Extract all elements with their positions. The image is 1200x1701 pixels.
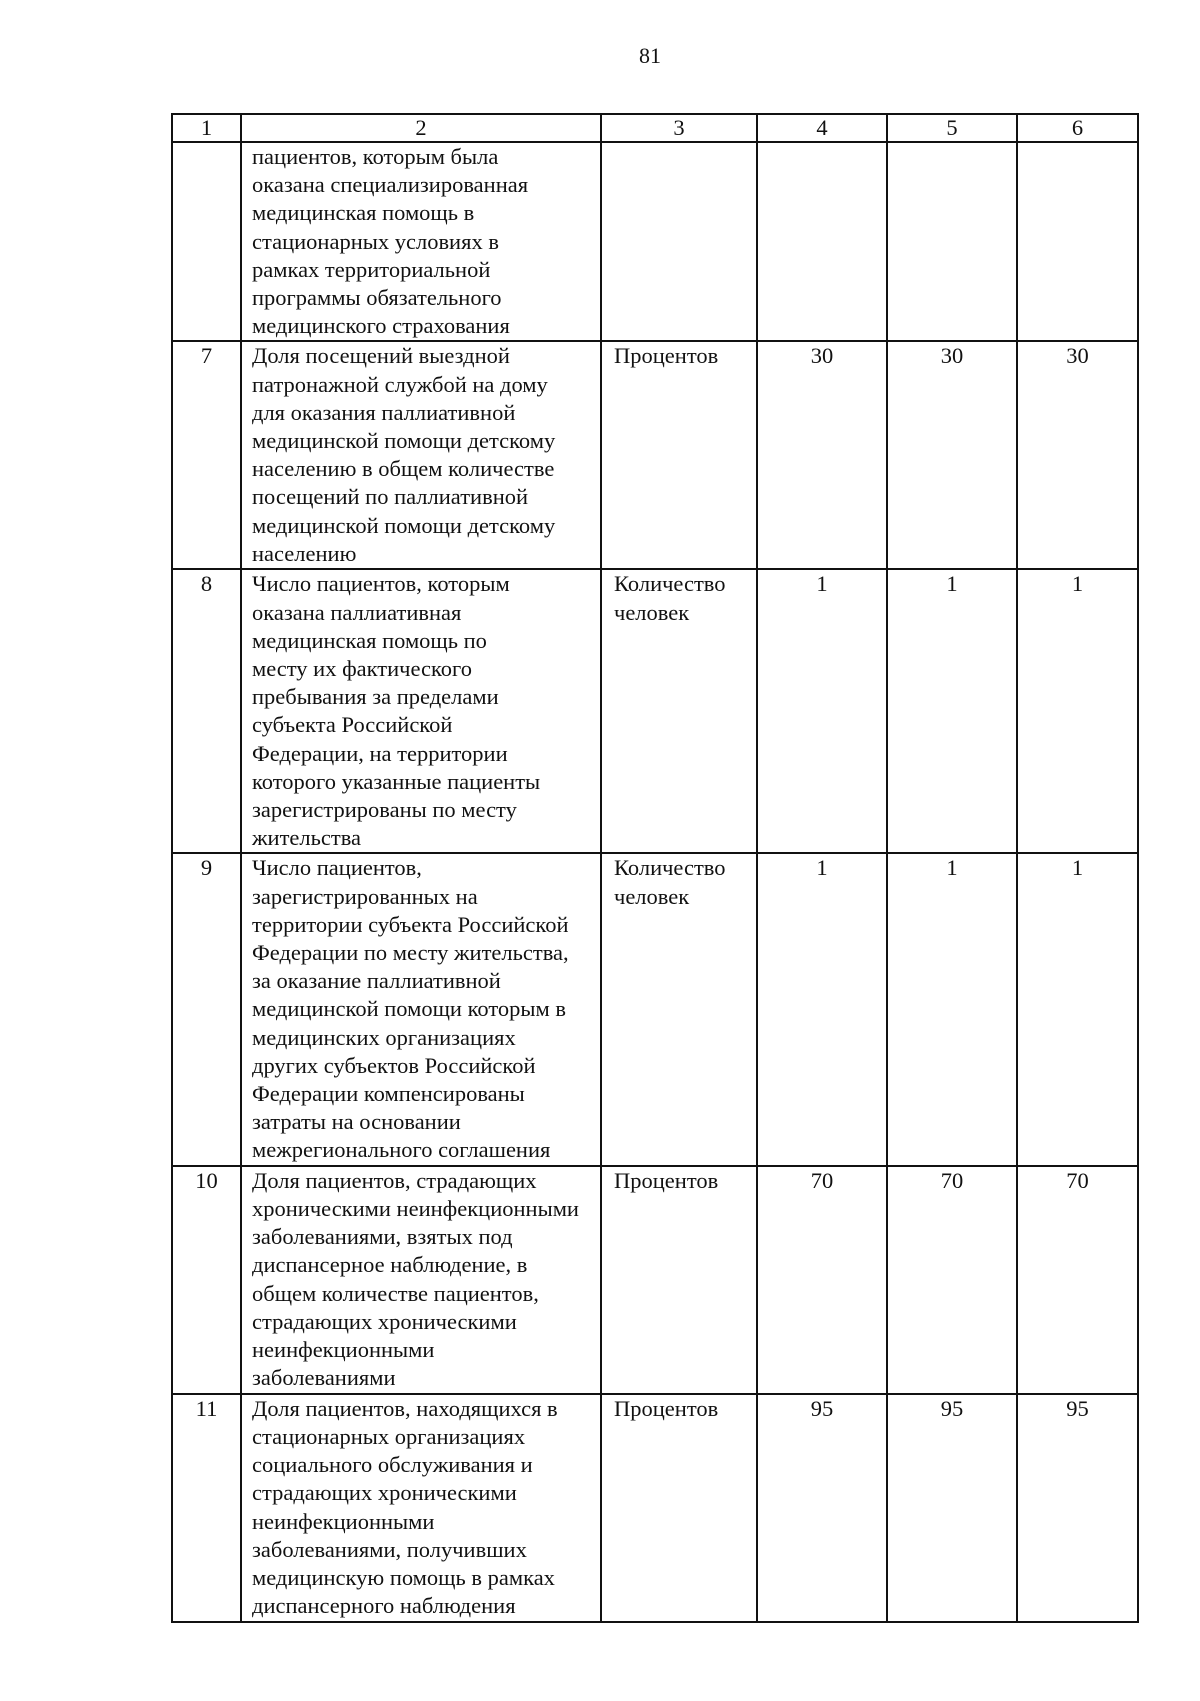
row-number: 10 <box>172 1166 241 1394</box>
description-line: заболеваниями <box>252 1365 396 1391</box>
description-line: медицинской помощи которым в <box>252 996 566 1022</box>
description-line: медицинского страхования <box>252 313 510 339</box>
description-line: диспансерное наблюдение, в <box>252 1252 528 1278</box>
value-col-5: 30 <box>887 341 1017 569</box>
value-col-4: 1 <box>757 569 887 853</box>
unit-of-measure: Процентов <box>601 341 757 569</box>
row-number: 9 <box>172 853 241 1165</box>
indicator-description <box>241 341 601 569</box>
header-row <box>172 114 1138 142</box>
header-cell-2: 2 <box>241 114 601 142</box>
unit-of-measure: Процентов <box>601 1166 757 1394</box>
description-line: Федерации компенсированы <box>252 1081 525 1107</box>
description-line: стационарных условиях в <box>252 228 499 254</box>
description-line: других субъектов Российской <box>252 1052 536 1078</box>
description-line: неинфекционными <box>252 1336 435 1362</box>
description-line: заболеваниями, получивших <box>252 1536 527 1562</box>
description-line: Доля посещений выездной <box>252 343 510 369</box>
description-line: медицинская помощь в <box>252 200 475 226</box>
description-line: оказана паллиативная <box>252 599 462 625</box>
row-number: 8 <box>172 569 241 853</box>
value-col-6: 1 <box>1017 853 1138 1165</box>
description-line: посещений по паллиативной <box>252 484 529 510</box>
description-line: зарегистрированы по месту <box>252 797 517 823</box>
header-cell-3: 3 <box>601 114 757 142</box>
description-line: социального обслуживания и <box>252 1452 533 1478</box>
table-row <box>172 853 1138 1165</box>
description-line: оказана специализированная <box>252 172 529 198</box>
description-line: программы обязательного <box>252 285 502 311</box>
header-cell-6: 6 <box>1017 114 1138 142</box>
unit-of-measure: Количество человек <box>601 853 757 1165</box>
indicator-description <box>241 142 601 341</box>
value-col-4 <box>757 142 887 341</box>
description-line: стационарных организациях <box>252 1423 526 1449</box>
description-line: межрегионального соглашения <box>252 1137 551 1163</box>
description-line: пациентов, которым была <box>252 144 499 169</box>
value-col-6: 70 <box>1017 1166 1138 1394</box>
description-line: жительства <box>252 825 362 851</box>
table-row <box>172 142 1138 341</box>
value-col-5: 95 <box>887 1394 1017 1622</box>
row-number: 7 <box>172 341 241 569</box>
header-cell-4: 4 <box>757 114 887 142</box>
unit-of-measure <box>601 142 757 341</box>
value-col-5: 70 <box>887 1166 1017 1394</box>
description-line: общем количестве пациентов, <box>252 1280 539 1306</box>
row-number: 11 <box>172 1394 241 1622</box>
description-line: пребывания за пределами <box>252 684 499 710</box>
description-line: страдающих хроническими <box>252 1480 517 1506</box>
description-line: Доля пациентов, находящихся в <box>252 1395 558 1421</box>
description-line: медицинской помощи детскому <box>252 512 556 538</box>
description-line: страдающих хроническими <box>252 1308 517 1334</box>
description-line: субъекта Российской <box>252 712 453 738</box>
description-line: рамках территориальной <box>252 256 491 282</box>
description-line: заболеваниями, взятых под <box>252 1224 513 1250</box>
description-line: Число пациентов, <box>252 855 422 881</box>
value-col-4: 1 <box>757 853 887 1165</box>
description-line: медицинских организациях <box>252 1024 516 1050</box>
description-line: медицинскую помощь в рамках <box>252 1564 555 1590</box>
description-line: медицинская помощь по <box>252 627 487 653</box>
value-col-6: 1 <box>1017 569 1138 853</box>
table-row <box>172 341 1138 569</box>
description-line: для оказания паллиативной <box>252 399 516 425</box>
description-line: диспансерного наблюдения <box>252 1593 516 1619</box>
description-line: медицинской помощи детскому <box>252 428 556 454</box>
row-number <box>172 142 241 341</box>
description-line: патронажной службой на дому <box>252 371 548 397</box>
description-line: месту их фактического <box>252 656 472 682</box>
value-col-5 <box>887 142 1017 341</box>
description-line: Доля пациентов, страдающих <box>252 1167 537 1193</box>
value-col-5: 1 <box>887 569 1017 853</box>
indicator-description <box>241 853 601 1165</box>
unit-of-measure: Процентов <box>601 1394 757 1622</box>
table-row <box>172 569 1138 853</box>
description-line: населению <box>252 540 357 566</box>
page-number: 81 <box>639 43 661 68</box>
indicators-table <box>171 113 1139 1623</box>
value-col-4: 30 <box>757 341 887 569</box>
indicator-description <box>241 1394 601 1622</box>
description-line: зарегистрированных на <box>252 883 478 909</box>
header-cell-5: 5 <box>887 114 1017 142</box>
description-line: которого указанные пациенты <box>252 768 541 794</box>
description-line: Федерации, на территории <box>252 740 508 766</box>
indicator-description <box>241 569 601 853</box>
value-col-6 <box>1017 142 1138 341</box>
table-row <box>172 1166 1138 1394</box>
description-line: затраты на основании <box>252 1109 461 1135</box>
value-col-4: 95 <box>757 1394 887 1622</box>
description-line: хроническими неинфекционными <box>252 1195 579 1221</box>
table-row <box>172 1394 1138 1622</box>
description-line: населению в общем количестве <box>252 456 555 482</box>
header-cell-1: 1 <box>172 114 241 142</box>
description-line: за оказание паллиативной <box>252 968 501 994</box>
description-line: Число пациентов, которым <box>252 571 510 597</box>
description-line: территории субъекта Российской <box>252 911 569 937</box>
unit-of-measure: Количество человек <box>601 569 757 853</box>
value-col-4: 70 <box>757 1166 887 1394</box>
description-line: неинфекционными <box>252 1508 435 1534</box>
description-line: Федерации по месту жительства, <box>252 940 569 966</box>
value-col-6: 95 <box>1017 1394 1138 1622</box>
value-col-5: 1 <box>887 853 1017 1165</box>
indicator-description <box>241 1166 601 1394</box>
value-col-6: 30 <box>1017 341 1138 569</box>
